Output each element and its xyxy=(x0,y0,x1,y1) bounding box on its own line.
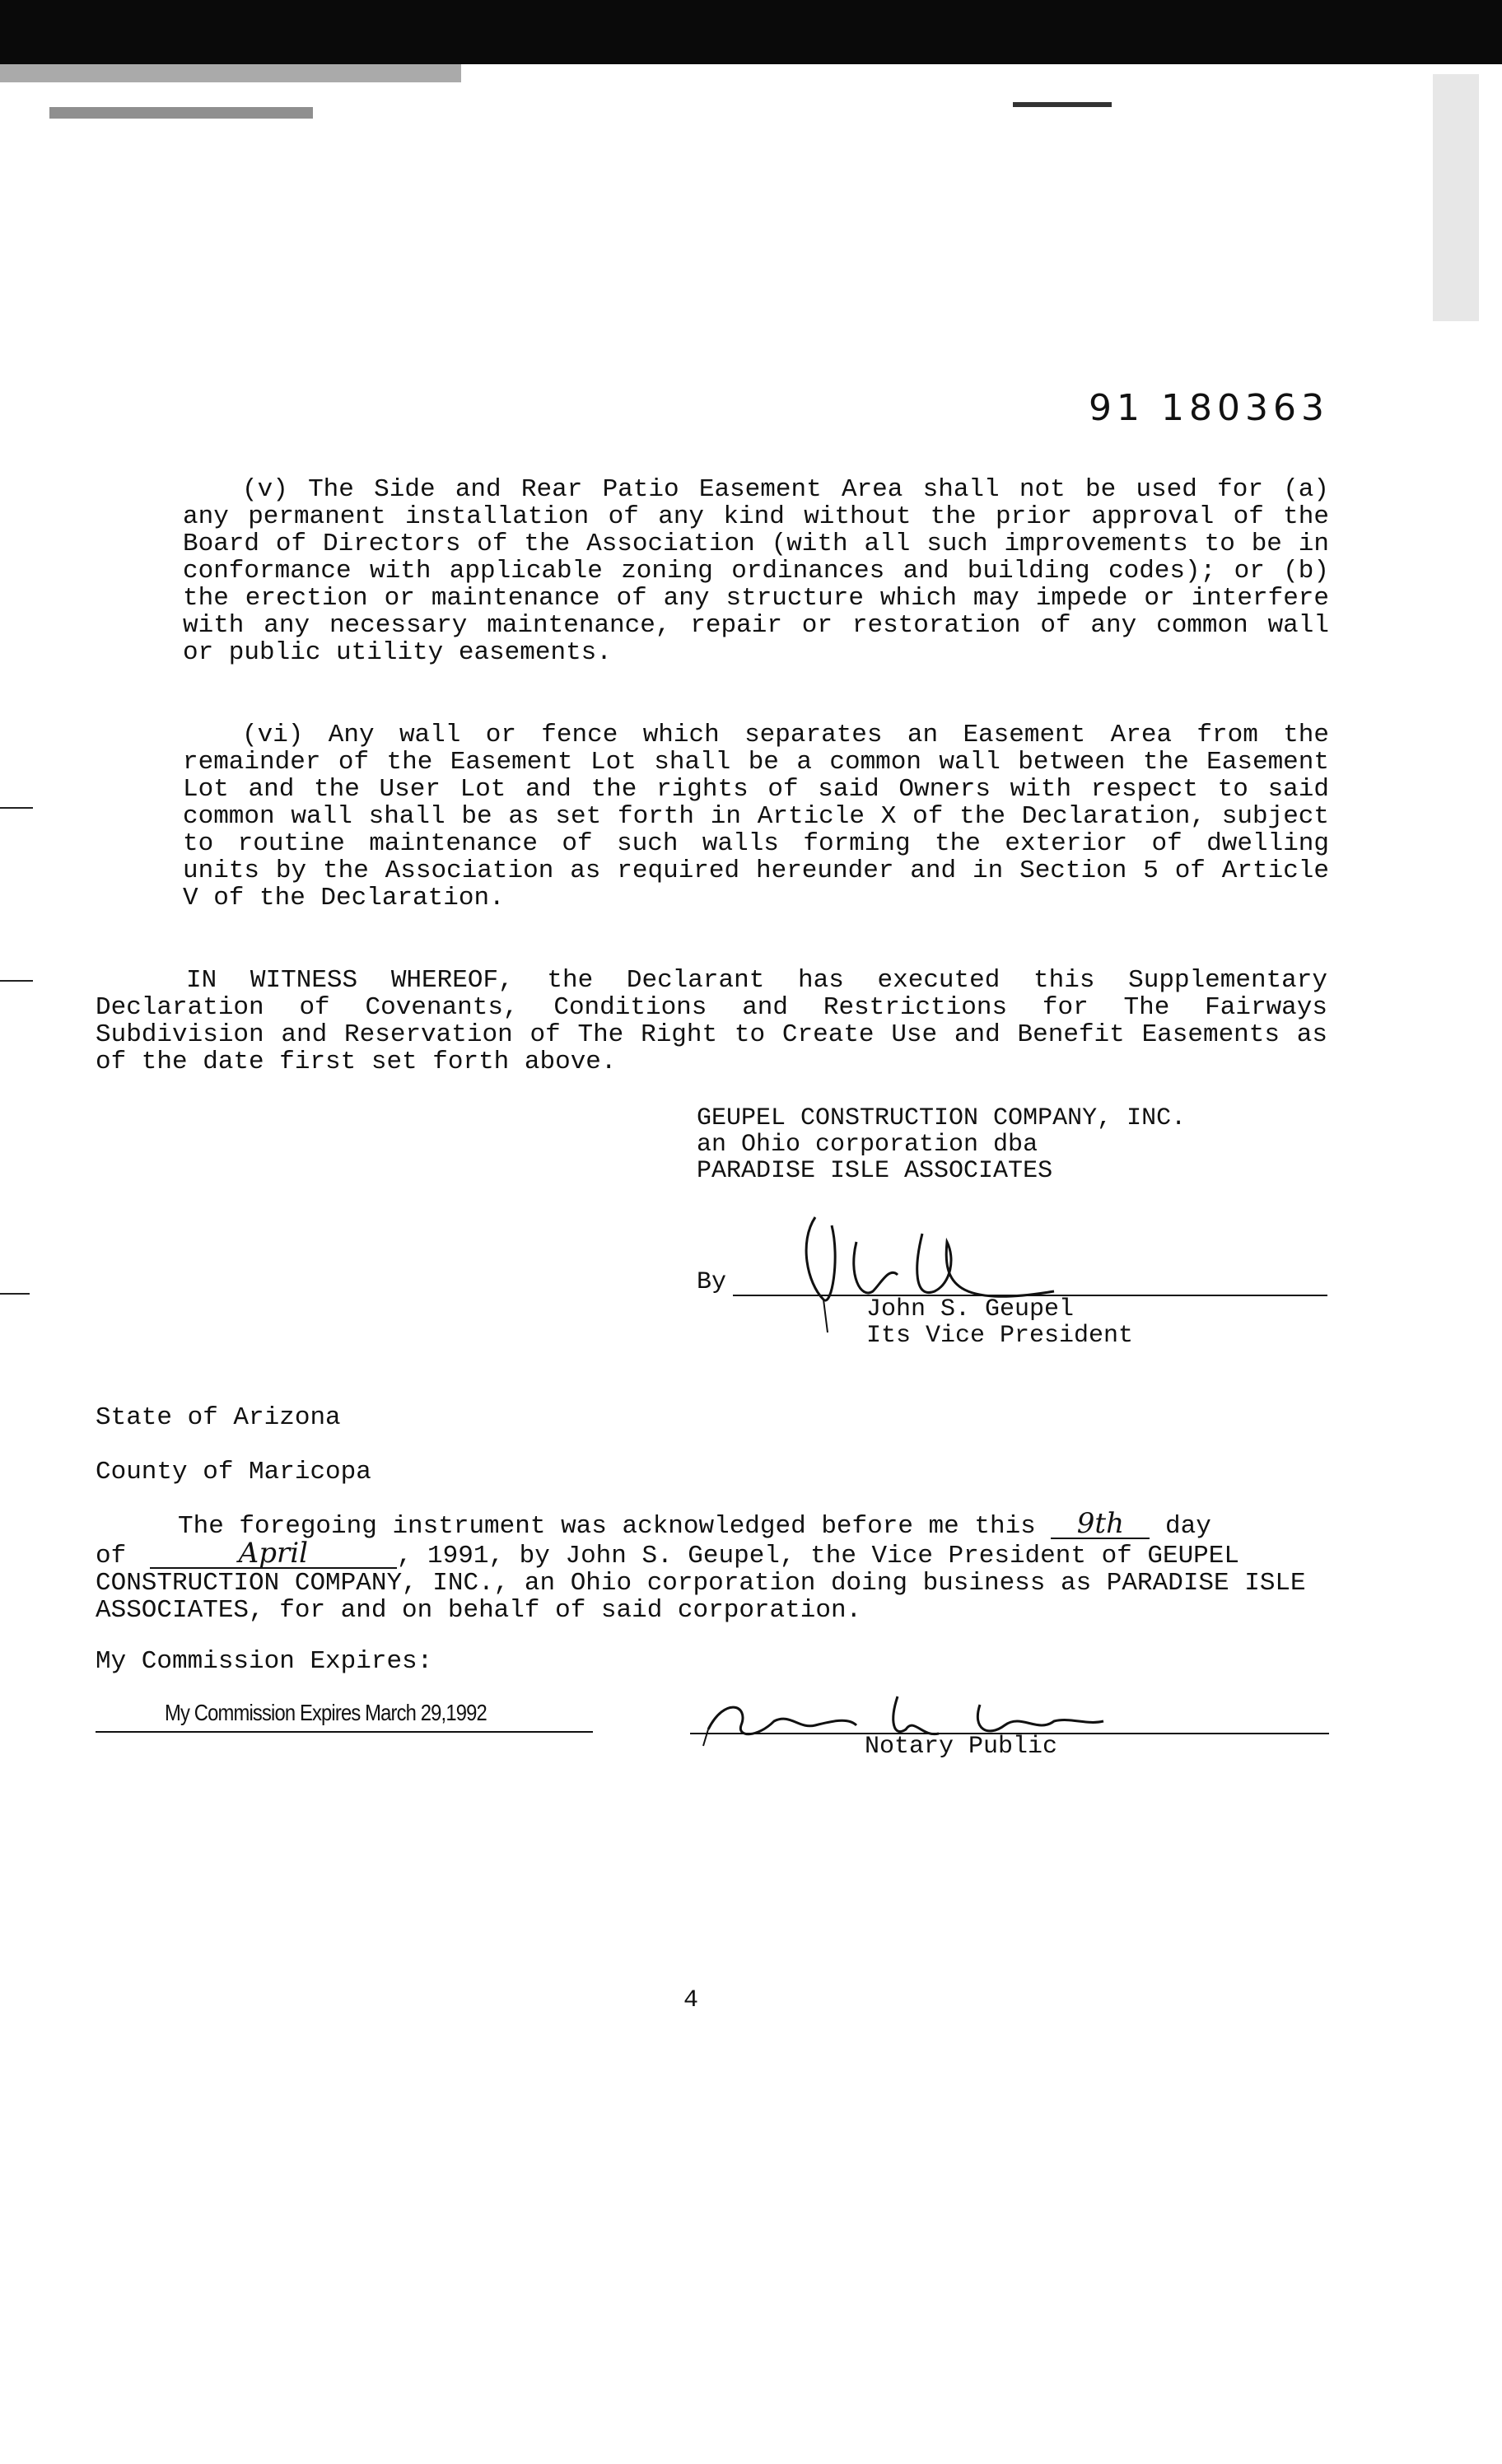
handwritten-day: 9th xyxy=(1051,1510,1150,1539)
ack-text-2: , 1991, by John S. Geupel, the Vice President of GEUPEL CONSTRUCTION COMPANY, INC., an Ohio corporation doing business as PARADISE ISLE ASSOCIATES, for and on behalf of said corporation. xyxy=(96,1542,1306,1625)
commission-label: My Commission Expires: xyxy=(96,1647,433,1676)
margin-mark xyxy=(0,1293,30,1295)
paragraph-v-text: (v) The Side and Rear Patio Easement Area shall not be used for (a) any permanent installation of any kind without the prior approval of the Board of Directors of the Association (with all such improvements to be in conformance with applicable zoning ordinances and building codes); or (b) the erection or maintenance of any structure which may impede or interfere with any necessary maintenance, repair or restoration of any common wall or public utility easements. xyxy=(183,475,1329,667)
ack-text-1: The foregoing instrument was acknowledged before me this xyxy=(178,1512,1036,1541)
by-label: By xyxy=(697,1268,727,1296)
handwritten-month: April xyxy=(150,1540,397,1569)
document-number: 91 180363 xyxy=(1089,387,1329,429)
scan-noise xyxy=(1433,74,1479,321)
paragraph-v xyxy=(183,476,1329,666)
company-corp-line: an Ohio corporation dba xyxy=(697,1131,1038,1159)
margin-mark xyxy=(0,807,33,809)
notary-public-label: Notary Public xyxy=(865,1733,1058,1761)
scan-noise xyxy=(1013,102,1112,107)
signer-block xyxy=(866,1296,1133,1349)
notary-county: County of Maricopa xyxy=(96,1458,371,1486)
ack-day: day xyxy=(1165,1512,1211,1541)
signer-title: Its Vice President xyxy=(866,1322,1134,1350)
scan-top-border xyxy=(0,0,1502,64)
signer-name: John S. Geupel xyxy=(866,1295,1075,1323)
scan-noise xyxy=(49,107,313,119)
commission-expiry-stamp: My Commission Expires March 29,1992 xyxy=(165,1700,487,1725)
commission-line xyxy=(96,1731,593,1733)
witness-paragraph xyxy=(96,967,1327,1076)
scan-noise xyxy=(0,64,461,82)
paragraph-vi-text: (vi) Any wall or fence which separates an Easement Area from the remainder of the Easement Lot shall be a common wall between the Easement Lot and the User Lot and the rights of said Owners with respect to said common wall shall be as set forth in Article X of the Declaration, subject to routine maintenance of such walls forming the exterior of dwelling units by the Association as required hereunder and in Section 5 of Article V of the Declaration. xyxy=(183,721,1329,912)
margin-mark xyxy=(0,980,33,982)
ack-of: of xyxy=(96,1542,127,1570)
page-number: 4 xyxy=(683,1986,699,2014)
notary-state: State of Arizona xyxy=(96,1403,341,1432)
witness-text: IN WITNESS WHEREOF, the Declarant has executed this Supplementary Declaration of Covenants, Conditions and Restrictions for The Fairways Subdivision and Reservation of The Right to Create Use and Benefit Easements as of the date first set forth above. xyxy=(96,966,1327,1076)
paragraph-vi xyxy=(183,721,1329,912)
company-dba: PARADISE ISLE ASSOCIATES xyxy=(697,1157,1053,1185)
acknowledgment-paragraph xyxy=(96,1507,1327,1625)
company-name: GEUPEL CONSTRUCTION COMPANY, INC. xyxy=(697,1104,1187,1132)
signature-company-block xyxy=(697,1105,1186,1184)
